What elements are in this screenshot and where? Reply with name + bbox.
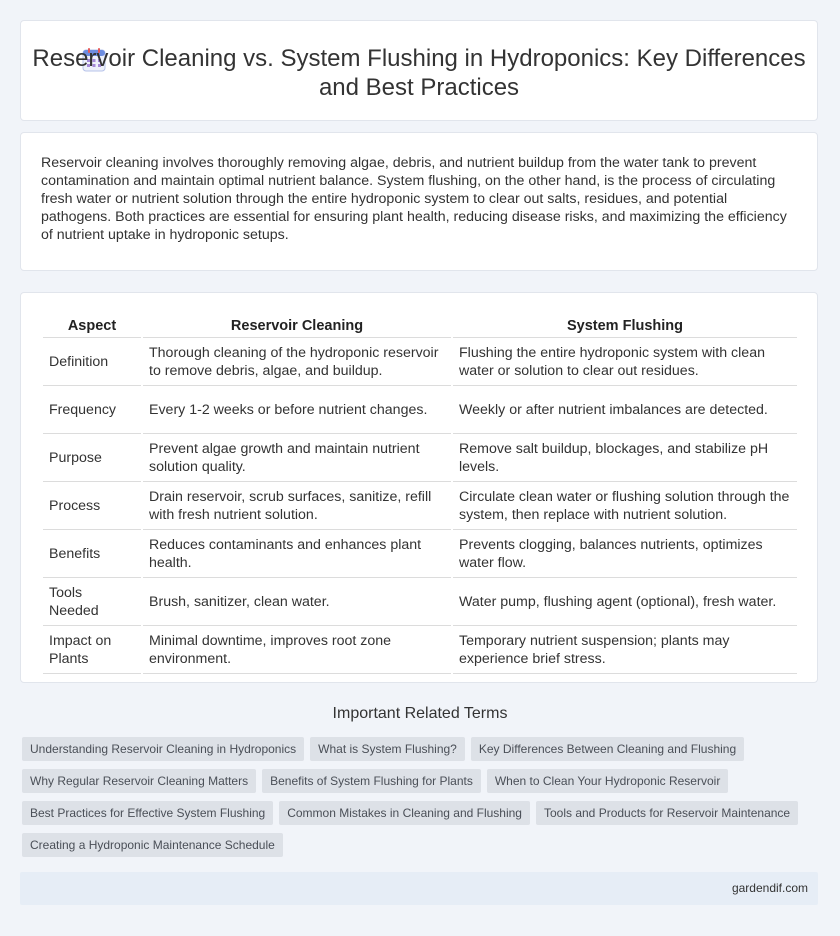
comparison-table: [41, 315, 799, 674]
related-term-link[interactable]: What is System Flushing?: [310, 737, 465, 761]
row-system-flushing: Circulate clean water or flushing solution through the system, then replace with nutrient solution.: [453, 482, 797, 530]
related-term-link[interactable]: Common Mistakes in Cleaning and Flushing: [279, 801, 530, 825]
table-row: [43, 338, 797, 386]
footer-site-link[interactable]: gardendif.com: [731, 881, 808, 895]
intro-paragraph: Reservoir cleaning involves thoroughly removing algae, debris, and nutrient buildup from the water tank to prevent contamination and maintain optimal nutrient balance. System flushing, on the other hand, is the process of circulating fresh water or nutrient solution through the entire hydroponic system to clear out salts, residues, and potential pathogens. Both practices are essential for ensuring plant health, reducing disease risks, and maximizing the efficiency of nutrient uptake in hydroponic setups.: [41, 155, 787, 243]
row-system-flushing: Weekly or after nutrient imbalances are detected.: [453, 386, 797, 434]
row-reservoir-cleaning: Drain reservoir, scrub surfaces, sanitize, refill with fresh nutrient solution.: [143, 482, 451, 530]
table-row: [43, 482, 797, 530]
related-term-link[interactable]: Understanding Reservoir Cleaning in Hydroponics: [22, 737, 304, 761]
table-row: [43, 578, 797, 626]
related-term-link[interactable]: When to Clean Your Hydroponic Reservoir: [487, 769, 728, 793]
row-system-flushing: Temporary nutrient suspension; plants may experience brief stress.: [453, 626, 797, 674]
related-term-link[interactable]: Key Differences Between Cleaning and Flushing: [471, 737, 744, 761]
table-row: [43, 530, 797, 578]
related-terms-title: Important Related Terms: [332, 705, 508, 722]
header-reservoir-cleaning: Reservoir Cleaning: [143, 315, 451, 338]
row-reservoir-cleaning: Prevent algae growth and maintain nutrient solution quality.: [143, 434, 451, 482]
related-term-link[interactable]: Creating a Hydroponic Maintenance Schedule: [22, 833, 283, 857]
related-terms-list: [22, 737, 812, 857]
title-card: [20, 20, 818, 121]
table-row: [43, 386, 797, 434]
row-aspect: Frequency: [43, 386, 141, 434]
header-system-flushing: System Flushing: [453, 315, 797, 338]
page-title: Reservoir Cleaning vs. System Flushing in Hydroponics: Key Differences and Best Practices: [32, 45, 806, 101]
row-system-flushing: Prevents clogging, balances nutrients, optimizes water flow.: [453, 530, 797, 578]
row-reservoir-cleaning: Every 1-2 weeks or before nutrient changes.: [143, 386, 451, 434]
table-row: [43, 434, 797, 482]
row-aspect: Tools Needed: [43, 578, 141, 626]
row-reservoir-cleaning: Thorough cleaning of the hydroponic reservoir to remove debris, algae, and buildup.: [143, 338, 451, 386]
header-aspect: Aspect: [43, 315, 141, 338]
row-aspect: Purpose: [43, 434, 141, 482]
row-reservoir-cleaning: Reduces contaminants and enhances plant health.: [143, 530, 451, 578]
table-row: [43, 626, 797, 674]
footer: [20, 872, 818, 905]
comparison-table-card: [20, 292, 818, 683]
row-system-flushing: Flushing the entire hydroponic system with clean water or solution to clear out residues.: [453, 338, 797, 386]
related-term-link[interactable]: Why Regular Reservoir Cleaning Matters: [22, 769, 256, 793]
row-reservoir-cleaning: Minimal downtime, improves root zone environment.: [143, 626, 451, 674]
intro-card: [20, 132, 818, 271]
row-aspect: Impact on Plants: [43, 626, 141, 674]
row-system-flushing: Remove salt buildup, blockages, and stabilize pH levels.: [453, 434, 797, 482]
related-term-link[interactable]: Best Practices for Effective System Flushing: [22, 801, 273, 825]
table-header-row: [43, 315, 797, 338]
related-term-link[interactable]: Benefits of System Flushing for Plants: [262, 769, 481, 793]
row-reservoir-cleaning: Brush, sanitizer, clean water.: [143, 578, 451, 626]
row-aspect: Benefits: [43, 530, 141, 578]
row-aspect: Definition: [43, 338, 141, 386]
row-system-flushing: Water pump, flushing agent (optional), fresh water.: [453, 578, 797, 626]
related-term-link[interactable]: Tools and Products for Reservoir Maintenance: [536, 801, 798, 825]
row-aspect: Process: [43, 482, 141, 530]
